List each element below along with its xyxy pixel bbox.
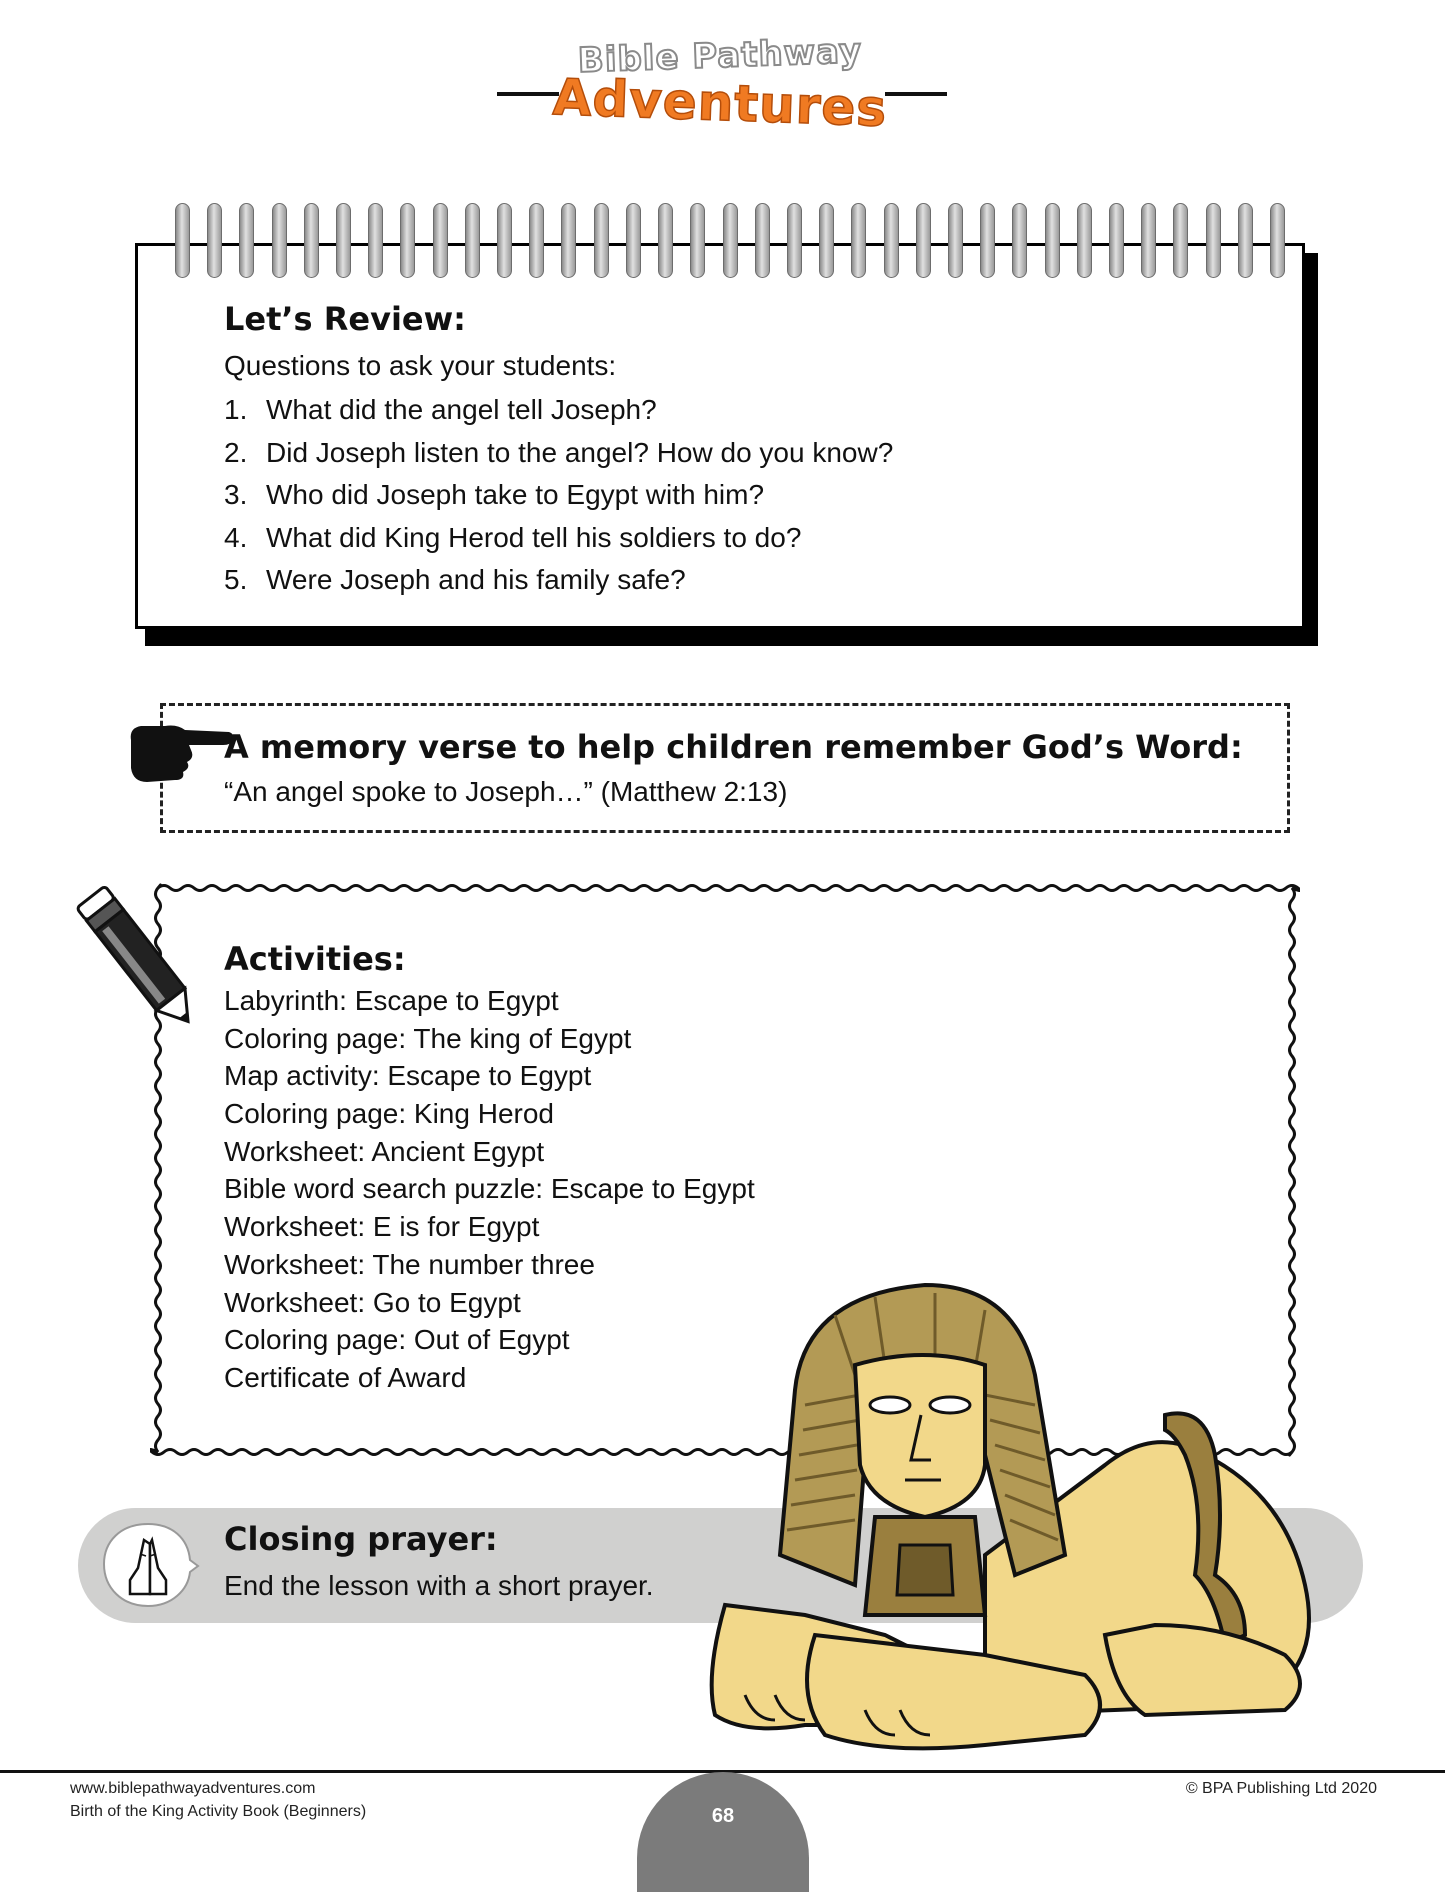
- spiral-coil: [336, 203, 351, 278]
- page-number: 68: [711, 1805, 735, 1827]
- activity-item: Worksheet: Ancient Egypt: [224, 1135, 545, 1167]
- spiral-coil: [723, 203, 738, 278]
- activity-item: Worksheet: Go to Egypt: [224, 1286, 521, 1318]
- activity-item: Certificate of Award: [224, 1361, 467, 1393]
- brand-logo: [480, 30, 960, 140]
- spiral-coil: [690, 203, 705, 278]
- footer-book-title: Birth of the King Activity Book (Beginners): [70, 1803, 367, 1820]
- spiral-coil: [529, 203, 544, 278]
- spiral-coil: [1045, 203, 1060, 278]
- review-question: 4. What did King Herod tell his soldiers to do?: [224, 521, 802, 553]
- logo-bottom-text: Adventures: [551, 68, 889, 138]
- memory-verse-title: A memory verse to help children remember God’s Word:: [224, 728, 1243, 766]
- spiral-coil: [851, 203, 866, 278]
- activity-item: Worksheet: The number three: [224, 1248, 595, 1280]
- review-intro: Questions to ask your students:: [224, 350, 617, 381]
- spiral-coil: [1141, 203, 1156, 278]
- spiral-coil: [400, 203, 415, 278]
- activities-list: [224, 983, 755, 1398]
- spiral-coil: [368, 203, 383, 278]
- activity-item: Map activity: Escape to Egypt: [224, 1060, 592, 1092]
- spiral-coil: [465, 203, 480, 278]
- sphinx-illustration: [685, 1255, 1345, 1760]
- spiral-coil: [272, 203, 287, 278]
- spiral-coil: [433, 203, 448, 278]
- spiral-coil: [948, 203, 963, 278]
- praying-hands-icon: [100, 1520, 200, 1610]
- activity-item: Bible word search puzzle: Escape to Egypt: [224, 1173, 755, 1205]
- spiral-coil: [916, 203, 931, 278]
- review-question: 3. Who did Joseph take to Egypt with him?: [224, 479, 765, 510]
- activity-item: Labyrinth: Escape to Egypt: [224, 985, 559, 1016]
- logo-top-text: Bible Pathway: [577, 31, 863, 81]
- spiral-coil: [1238, 203, 1253, 278]
- spiral-coil: [1270, 203, 1285, 278]
- activity-item: Coloring page: Out of Egypt: [224, 1324, 570, 1356]
- spiral-coil: [755, 203, 770, 278]
- closing-prayer-text: End the lesson with a short prayer.: [224, 1570, 654, 1601]
- spiral-coil: [561, 203, 576, 278]
- closing-prayer-title: Closing prayer:: [224, 1520, 498, 1558]
- spiral-coil: [304, 203, 319, 278]
- spiral-coil: [1077, 203, 1092, 278]
- review-title: Let’s Review:: [224, 300, 466, 338]
- page-number-tab: [637, 1772, 809, 1892]
- spiral-coil: [594, 203, 609, 278]
- spiral-coil: [658, 203, 673, 278]
- spiral-coil: [239, 203, 254, 278]
- spiral-coil: [175, 203, 190, 278]
- pointing-hand-icon: [125, 720, 235, 786]
- footer-copyright: © BPA Publishing Ltd 2020: [1185, 1780, 1377, 1797]
- spiral-coil: [1173, 203, 1188, 278]
- activities-title: Activities:: [224, 940, 406, 978]
- spiral-coil: [626, 203, 641, 278]
- spiral-coil: [884, 203, 899, 278]
- review-question-list: [224, 390, 893, 603]
- spiral-coil: [787, 203, 802, 278]
- memory-verse-box: [160, 703, 1290, 833]
- activity-item: Worksheet: E is for Egypt: [224, 1211, 540, 1243]
- activity-item: Coloring page: The king of Egypt: [224, 1022, 632, 1054]
- pencil-icon: [70, 880, 210, 1040]
- review-question: 1. What did the angel tell Joseph?: [224, 394, 657, 425]
- spiral-coil: [980, 203, 995, 278]
- memory-verse-text: “An angel spoke to Joseph…” (Matthew 2:13): [224, 776, 788, 807]
- spiral-coil: [1012, 203, 1027, 278]
- footer-website: www.biblepathwayadventures.com: [70, 1780, 316, 1797]
- spiral-coil: [1206, 203, 1221, 278]
- activity-item: Coloring page: King Herod: [224, 1098, 554, 1130]
- spiral-coil: [497, 203, 512, 278]
- spiral-coil: [1109, 203, 1124, 278]
- review-question: 5. Were Joseph and his family safe?: [224, 564, 686, 595]
- review-question: 2. Did Joseph listen to the angel? How do you know?: [224, 436, 894, 468]
- spiral-coil: [819, 203, 834, 278]
- spiral-binding: [175, 203, 1285, 281]
- spiral-coil: [207, 203, 222, 278]
